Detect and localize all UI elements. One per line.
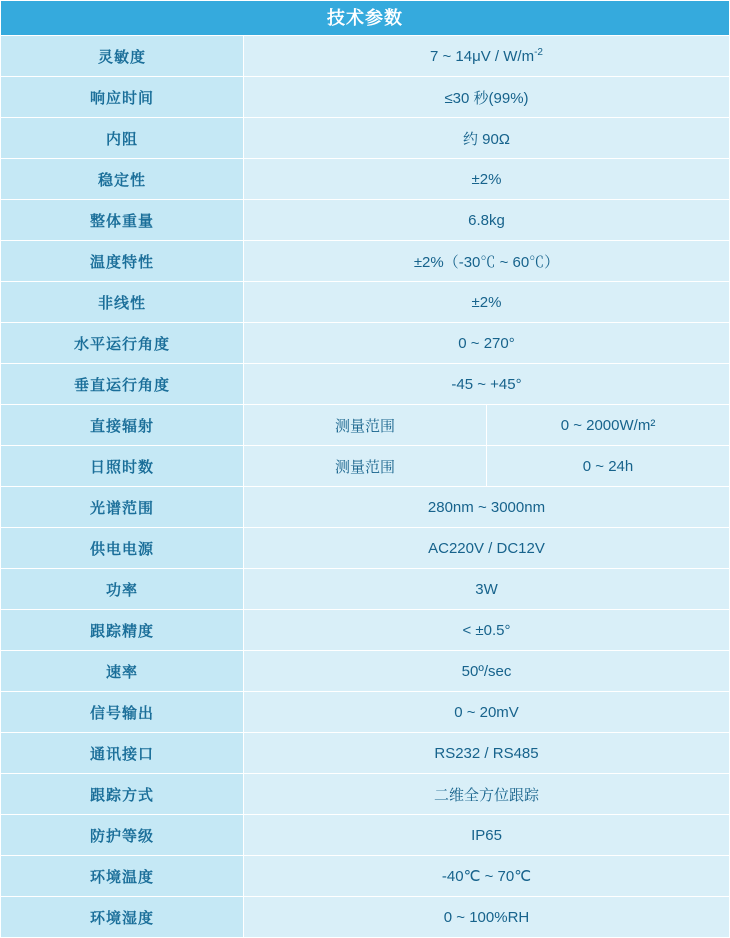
row-label: 响应时间 bbox=[1, 77, 244, 118]
row-value bbox=[244, 36, 730, 77]
row-value: -45 ~ +45° bbox=[244, 364, 730, 405]
row-value: 约 90Ω bbox=[244, 118, 730, 159]
table-row bbox=[1, 159, 730, 200]
table-row bbox=[1, 692, 730, 733]
row-value: < ±0.5° bbox=[244, 610, 730, 651]
table-row bbox=[1, 405, 730, 446]
row-value: 二维全方位跟踪 bbox=[244, 774, 730, 815]
row-value: 0 ~ 270° bbox=[244, 323, 730, 364]
row-value: ±2% bbox=[244, 159, 730, 200]
row-label: 环境湿度 bbox=[1, 897, 244, 938]
row-label: 跟踪方式 bbox=[1, 774, 244, 815]
row-label: 温度特性 bbox=[1, 241, 244, 282]
row-label: 直接辐射 bbox=[1, 405, 244, 446]
row-label: 功率 bbox=[1, 569, 244, 610]
table-row bbox=[1, 774, 730, 815]
row-value: ±2%（-30℃ ~ 60℃） bbox=[244, 241, 730, 282]
row-label: 水平运行角度 bbox=[1, 323, 244, 364]
row-label: 日照时数 bbox=[1, 446, 244, 487]
row-label: 光谱范围 bbox=[1, 487, 244, 528]
table-row bbox=[1, 815, 730, 856]
row-label: 整体重量 bbox=[1, 200, 244, 241]
row-label: 供电电源 bbox=[1, 528, 244, 569]
row-label: 速率 bbox=[1, 651, 244, 692]
table-row bbox=[1, 282, 730, 323]
row-label: 环境温度 bbox=[1, 856, 244, 897]
table-row bbox=[1, 733, 730, 774]
row-label: 信号输出 bbox=[1, 692, 244, 733]
row-label: 防护等级 bbox=[1, 815, 244, 856]
row-value: 3W bbox=[244, 569, 730, 610]
table-row bbox=[1, 323, 730, 364]
table-rows bbox=[1, 36, 730, 938]
row-sub-value: 0 ~ 24h bbox=[487, 446, 730, 487]
table-row bbox=[1, 569, 730, 610]
row-value: 0 ~ 100%RH bbox=[244, 897, 730, 938]
table-row bbox=[1, 364, 730, 405]
table-title-row bbox=[1, 1, 730, 36]
row-value: 280nm ~ 3000nm bbox=[244, 487, 730, 528]
row-value: AC220V / DC12V bbox=[244, 528, 730, 569]
table-row bbox=[1, 36, 730, 77]
table-row bbox=[1, 856, 730, 897]
row-value: 6.8kg bbox=[244, 200, 730, 241]
row-label: 非线性 bbox=[1, 282, 244, 323]
row-sub-value: 0 ~ 2000W/m² bbox=[487, 405, 730, 446]
page-title: 技术参数 bbox=[1, 1, 730, 36]
table-row bbox=[1, 446, 730, 487]
row-label: 灵敏度 bbox=[1, 36, 244, 77]
row-label: 内阻 bbox=[1, 118, 244, 159]
row-label: 稳定性 bbox=[1, 159, 244, 200]
row-label: 跟踪精度 bbox=[1, 610, 244, 651]
row-label: 垂直运行角度 bbox=[1, 364, 244, 405]
row-value: ≤30 秒(99%) bbox=[244, 77, 730, 118]
row-sub-label: 测量范围 bbox=[244, 446, 487, 487]
table-row bbox=[1, 241, 730, 282]
table-row bbox=[1, 118, 730, 159]
row-label: 通讯接口 bbox=[1, 733, 244, 774]
row-value: 0 ~ 20mV bbox=[244, 692, 730, 733]
table-row bbox=[1, 528, 730, 569]
table-body bbox=[1, 1, 730, 36]
table-row bbox=[1, 200, 730, 241]
table-row bbox=[1, 77, 730, 118]
table-row bbox=[1, 487, 730, 528]
table-row bbox=[1, 610, 730, 651]
row-value: -40℃ ~ 70℃ bbox=[244, 856, 730, 897]
row-value: RS232 / RS485 bbox=[244, 733, 730, 774]
row-value: 50º/sec bbox=[244, 651, 730, 692]
row-value: ±2% bbox=[244, 282, 730, 323]
table-row bbox=[1, 651, 730, 692]
table-row bbox=[1, 897, 730, 938]
row-sub-label: 测量范围 bbox=[244, 405, 487, 446]
row-value: IP65 bbox=[244, 815, 730, 856]
row-value-text: 7 ~ 14μV / W/m bbox=[430, 48, 535, 65]
row-value-superscript: -2 bbox=[534, 47, 543, 58]
